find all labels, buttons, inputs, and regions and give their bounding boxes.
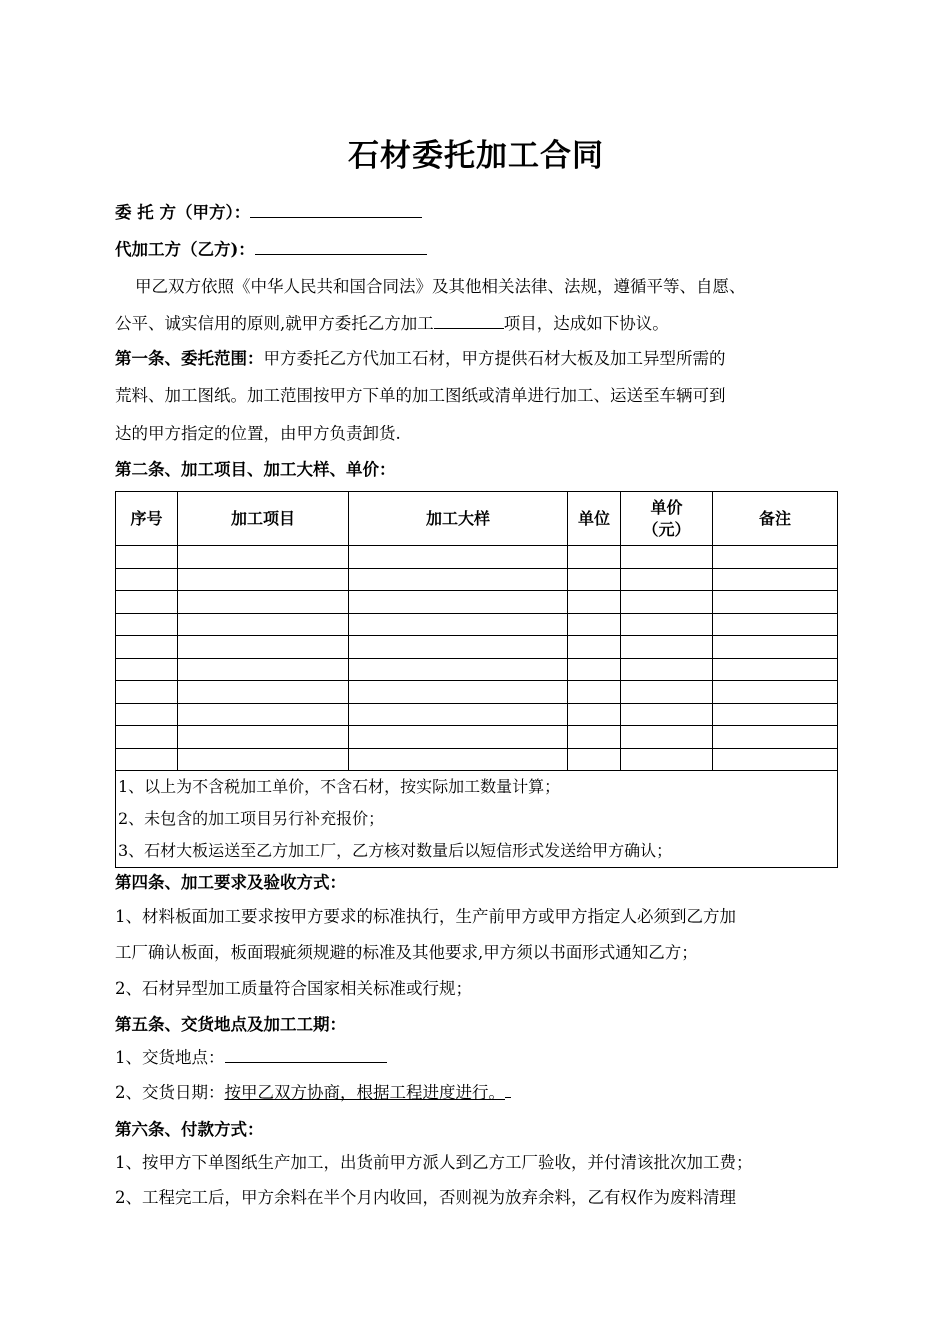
- table-row: [116, 636, 838, 659]
- table-note-2: 2、未包含的加工项目另行补充报价；: [118, 809, 385, 828]
- document-title: 石材委托加工合同: [348, 138, 604, 174]
- article5-item-2: [115, 1083, 511, 1103]
- article6-line-1: 1、按甲方下单图纸生产加工，出货前甲方派人到乙方工厂验收，并付清该批次加工费；: [115, 1153, 753, 1172]
- article1-text-1: 甲方委托乙方代加工石材，甲方提供石材大板及加工异型所需的: [263, 349, 726, 368]
- article5-heading: 第五条、交货地点及加工工期：: [115, 1015, 346, 1034]
- col-header-item: 加工项目: [178, 492, 349, 546]
- delivery-place-label: 1、交货地点：: [115, 1048, 225, 1067]
- table-row: [116, 613, 838, 636]
- delivery-place-blank: [225, 1048, 387, 1063]
- delivery-date-tail: [505, 1083, 511, 1098]
- delivery-date-value: 按甲乙双方协商，根据工程进度进行。: [224, 1083, 505, 1102]
- table-row: [116, 703, 838, 726]
- article6-heading: 第六条、付款方式：: [115, 1120, 264, 1139]
- article1-line-1: [115, 349, 726, 369]
- table-note-1: 1、以上为不含税加工单价，不含石材，按实际加工数量计算；: [118, 777, 561, 796]
- table-notes-cell: [116, 771, 838, 868]
- party-a-blank: [250, 203, 422, 218]
- table-row: [116, 748, 838, 771]
- article1-line-3: 达的甲方指定的位置，由甲方负责卸货.: [115, 424, 401, 443]
- article5-item-1: [115, 1048, 387, 1068]
- col-header-price: 单价 （元）: [621, 492, 713, 546]
- table-row: [116, 726, 838, 749]
- delivery-date-label: 2、交货日期：: [115, 1083, 225, 1102]
- intro-line-1: 甲乙双方依照《中华人民共和国合同法》及其他相关法律、法规，遵循平等、自愿、: [135, 277, 746, 296]
- table-row: [116, 591, 838, 614]
- party-b-label: 代加工方（乙方)：: [115, 240, 255, 259]
- party-a-label: 委 托 方（甲方）：: [115, 203, 251, 222]
- article1-heading: 第一条、委托范围：: [115, 349, 264, 368]
- table-notes-row: [116, 771, 838, 868]
- col-header-remarks: 备注: [713, 492, 838, 546]
- article2-heading: 第二条、加工项目、加工大样、单价：: [115, 460, 396, 479]
- intro-line-2-pre: 公平、诚实信用的原则,就甲方委托乙方加工: [115, 314, 434, 333]
- intro-line-2-post: 项目，达成如下协议。: [503, 314, 669, 333]
- col-header-index: 序号: [116, 492, 178, 546]
- table-row: [116, 546, 838, 569]
- project-blank: [434, 314, 504, 329]
- table-note-3: 3、石材大板运送至乙方加工厂，乙方核对数量后以短信形式发送给甲方确认；: [118, 841, 673, 860]
- table-row: [116, 681, 838, 704]
- article4-line-2: 工厂确认板面，板面瑕疵须规避的标准及其他要求,甲方须以书面形式通知乙方；: [115, 943, 698, 962]
- article1-line-2: 荒料、加工图纸。加工范围按甲方下单的加工图纸或清单进行加工、运送至车辆可到: [115, 386, 726, 405]
- article4-heading: 第四条、加工要求及验收方式：: [115, 873, 346, 892]
- party-b-line: [115, 240, 427, 260]
- party-b-blank: [255, 240, 427, 255]
- party-a-line: [115, 203, 422, 223]
- pricing-table: [115, 491, 838, 868]
- article4-line-3: 2、石材异型加工质量符合国家相关标准或行规；: [115, 979, 472, 998]
- article4-line-1: 1、材料板面加工要求按甲方要求的标准执行，生产前甲方或甲方指定人必须到乙方加: [115, 907, 736, 926]
- col-header-sample: 加工大样: [349, 492, 568, 546]
- col-header-unit: 单位: [568, 492, 621, 546]
- article6-line-2: 2、工程完工后，甲方余料在半个月内收回，否则视为放弃余料，乙有权作为废料清理: [115, 1188, 736, 1207]
- table-header-row: [116, 492, 838, 546]
- intro-line-2: [115, 314, 669, 334]
- table-row: [116, 568, 838, 591]
- table-row: [116, 658, 838, 681]
